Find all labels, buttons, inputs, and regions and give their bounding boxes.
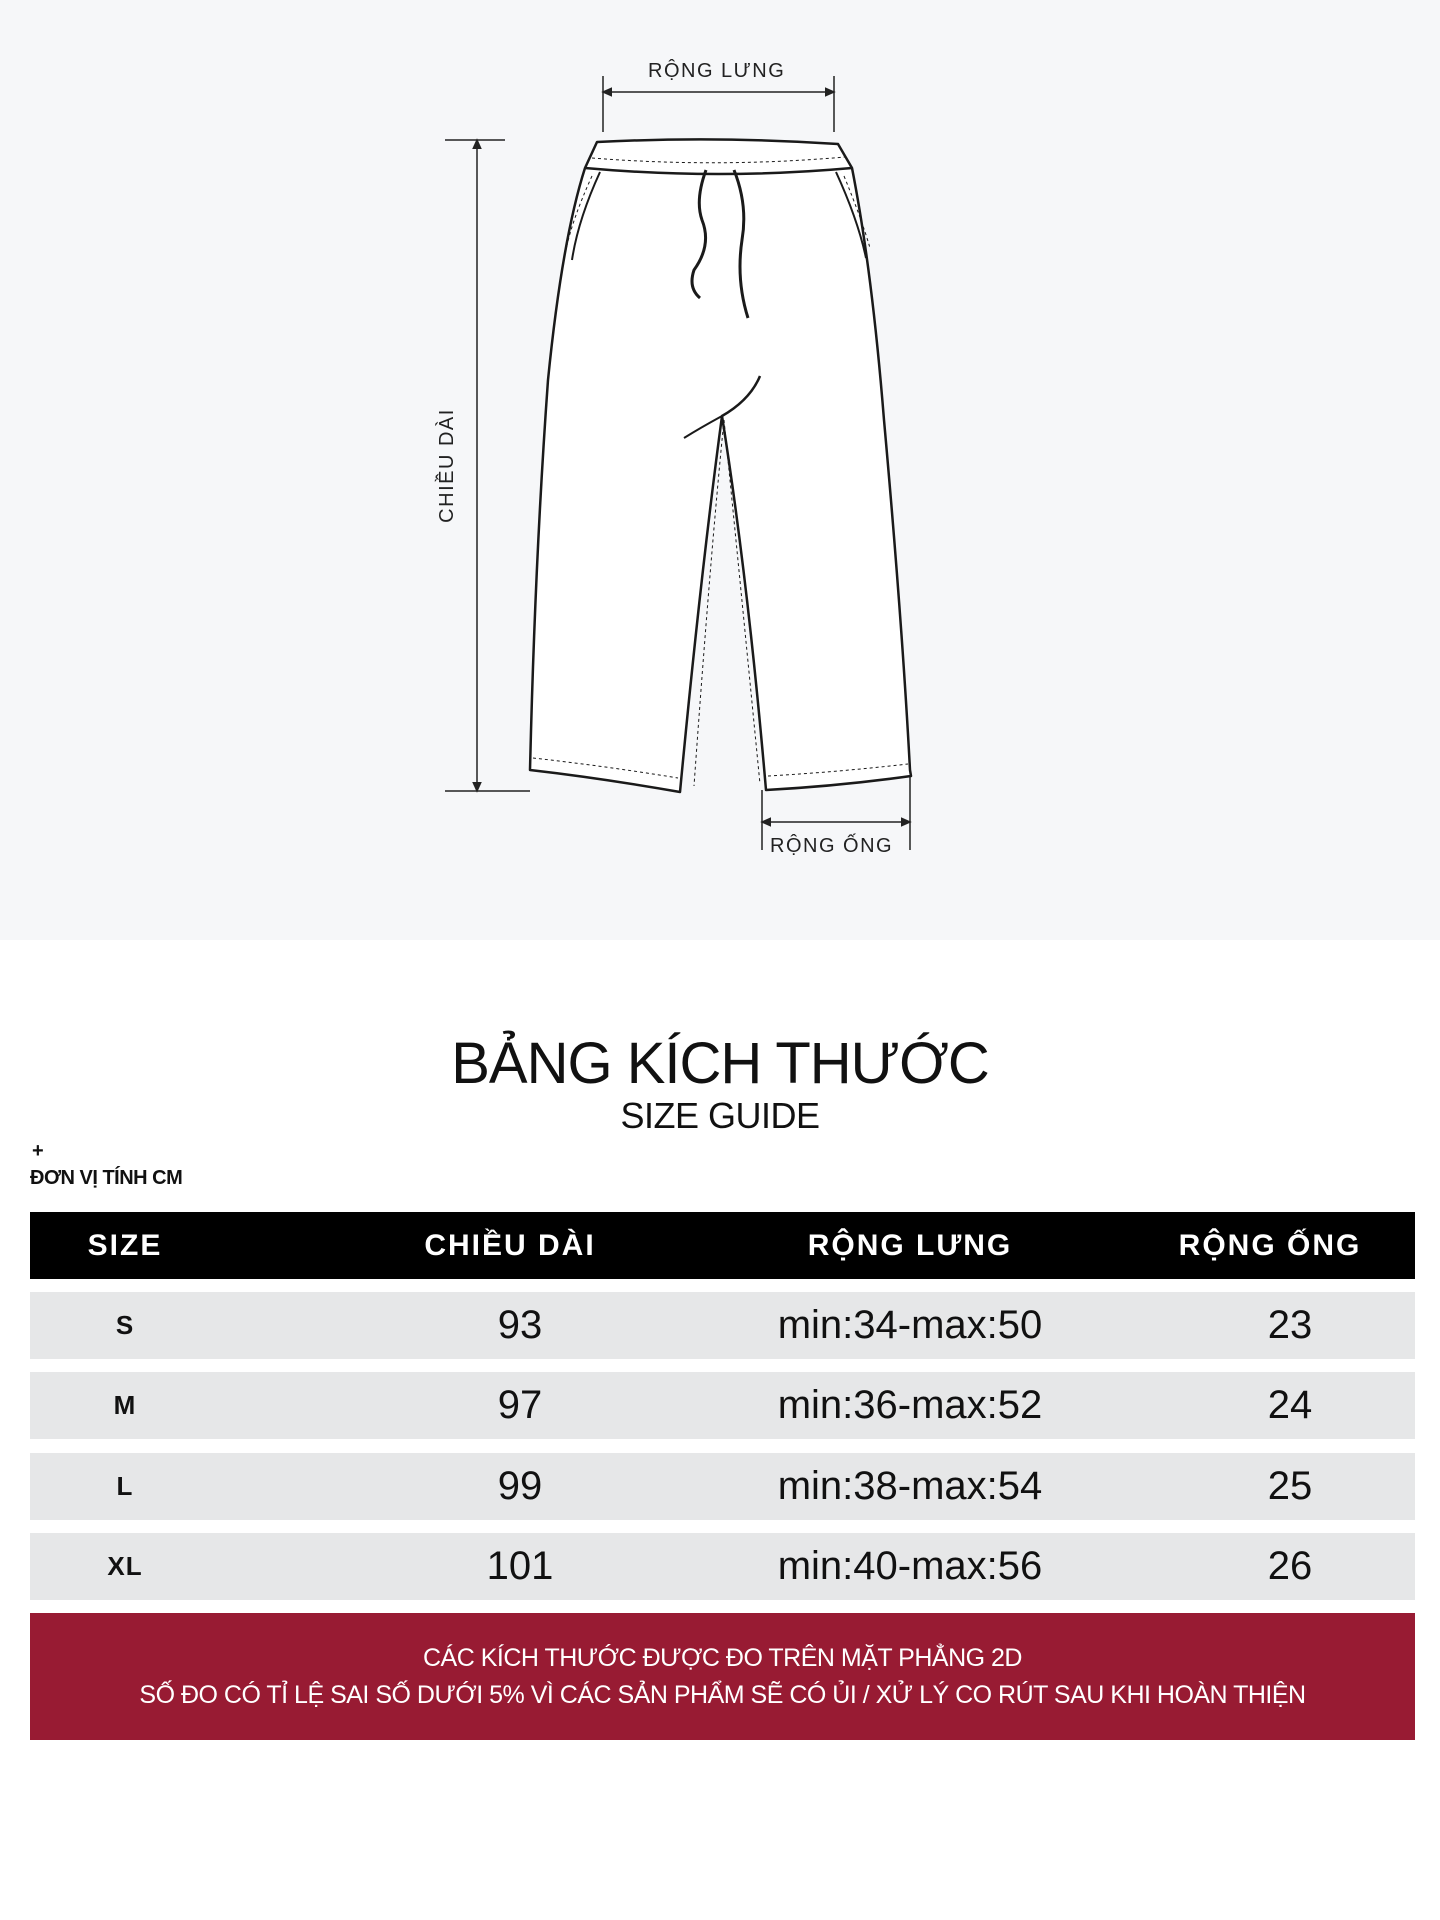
leg-label: RỘNG ỐNG [770, 835, 894, 857]
note-line-1: CÁC KÍCH THƯỚC ĐƯỢC ĐO TRÊN MẶT PHẲNG 2D [423, 1643, 1022, 1672]
waist-cell: min:34-max:50 [777, 1303, 1043, 1347]
leg-cell: 25 [1267, 1464, 1313, 1508]
table-row [30, 1292, 1415, 1359]
plus-icon: + [32, 1140, 44, 1162]
length-cell: 99 [497, 1464, 543, 1508]
column-header-size: SIZE [87, 1228, 163, 1262]
note-line-2: SỐ ĐO CÓ TỈ LỆ SAI SỐ DƯỚI 5% VÌ CÁC SẢN PHẨM SẼ CÓ ỦI / XỬ LÝ CO RÚT SAU KHI HOÀN THIỆN [139, 1680, 1306, 1709]
table-row [30, 1533, 1415, 1600]
page-subtitle: SIZE GUIDE [620, 1095, 820, 1136]
column-header-waist: RỘNG LƯNG [807, 1228, 1013, 1262]
waist-dimension [603, 76, 834, 132]
column-header-leg: RỘNG ỐNG [1178, 1228, 1362, 1262]
length-cell: 93 [497, 1303, 543, 1347]
length-cell: 97 [497, 1383, 543, 1427]
size-cell: XL [107, 1551, 143, 1581]
length-cell: 101 [486, 1544, 554, 1588]
table-row [30, 1453, 1415, 1520]
size-cell: S [115, 1310, 135, 1340]
page-title: BẢNG KÍCH THƯỚC [451, 1031, 989, 1096]
waist-cell: min:36-max:52 [777, 1383, 1043, 1427]
pants-outline [530, 139, 911, 792]
size-cell: L [116, 1471, 134, 1501]
pants-diagram-area [0, 0, 1440, 940]
waist-label: RỘNG LƯNG [648, 60, 786, 82]
leg-cell: 24 [1267, 1383, 1313, 1427]
table-row [30, 1372, 1415, 1439]
pants-illustration [0, 0, 1440, 940]
waist-cell: min:38-max:54 [777, 1464, 1043, 1508]
length-label: CHIỀU DÀI [435, 408, 458, 523]
column-header-length: CHIỀU DÀI [424, 1228, 596, 1262]
leg-cell: 26 [1267, 1544, 1313, 1588]
size-cell: M [113, 1390, 137, 1420]
unit-label: ĐƠN VỊ TÍNH CM [30, 1167, 183, 1189]
leg-cell: 23 [1267, 1303, 1313, 1347]
size-table-header [30, 1212, 1415, 1279]
measurement-note [30, 1613, 1415, 1740]
waist-cell: min:40-max:56 [777, 1544, 1043, 1588]
